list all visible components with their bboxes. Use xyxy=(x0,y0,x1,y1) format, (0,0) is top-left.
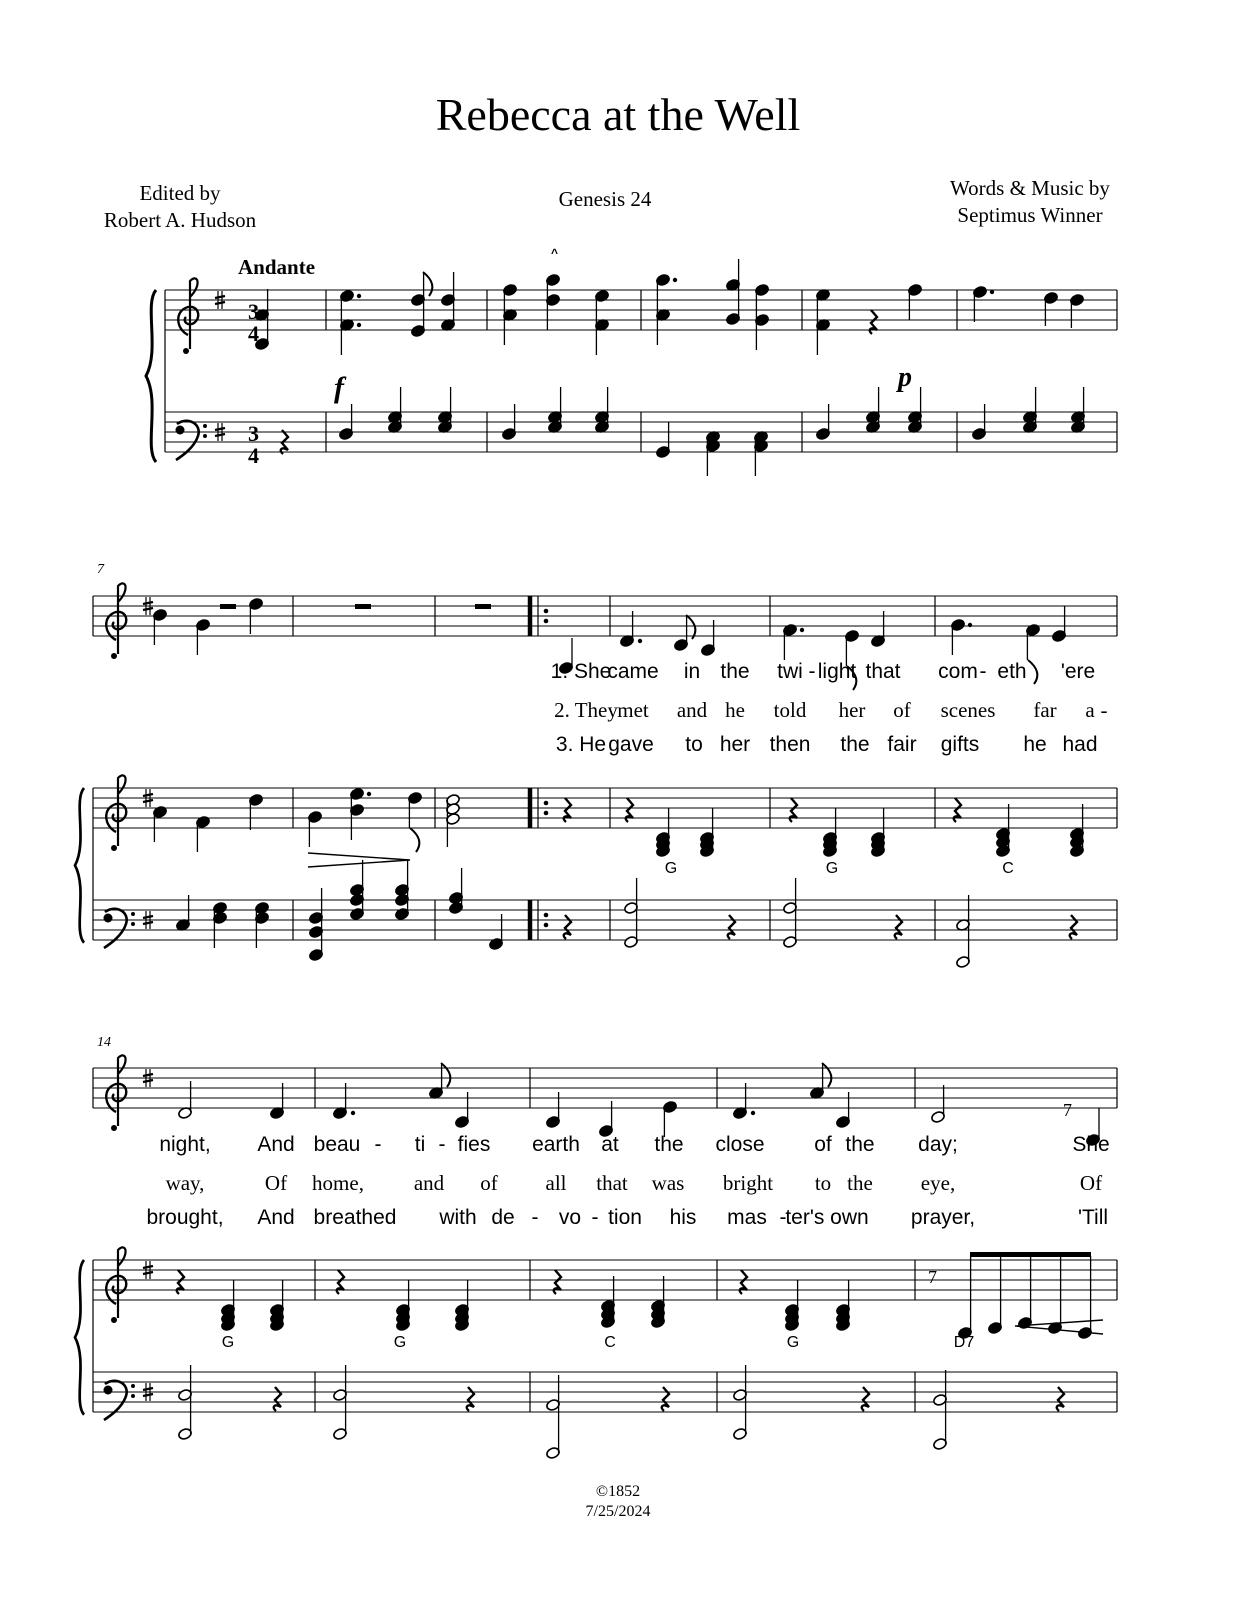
chord-symbol-s3-3: G xyxy=(786,1334,800,1351)
dynamic-piano: p xyxy=(898,362,912,393)
scripture-reference: Genesis 24 xyxy=(558,187,652,211)
lyric-s3-v1-13: day; xyxy=(918,1133,958,1156)
composer-line1: Words & Music by xyxy=(950,176,1110,200)
lyric-s2-v3-7: gifts xyxy=(940,733,980,756)
lyric-s2-v3-9: had xyxy=(1062,733,1098,756)
lyric-s3-v2-7: was xyxy=(651,1171,685,1195)
lyric-s2-v2-9: a xyxy=(1085,698,1095,722)
quarter-rest xyxy=(467,1387,474,1411)
lyric-s3-v2-11: eye, xyxy=(920,1171,956,1195)
lyric-s2-v2-2: and xyxy=(676,698,708,722)
quarter-rest xyxy=(1070,915,1077,939)
lyric-s3-v2-12: Of xyxy=(1079,1171,1103,1195)
lyric-s2-v1-1: came xyxy=(607,660,659,683)
lyric-s3-v3-7: - xyxy=(591,1206,599,1229)
note-dot xyxy=(968,623,972,627)
system-brace-1 xyxy=(146,290,156,462)
composer-line2: Septimus Winner xyxy=(957,203,1103,227)
eighth-rest: 7 xyxy=(1063,1100,1072,1120)
chord-symbol-s3-4: D7 xyxy=(953,1334,975,1351)
whole-rest xyxy=(355,604,371,609)
lyric-s3-v1-11: of xyxy=(814,1133,832,1156)
quarter-rest xyxy=(564,915,571,939)
lyric-s3-v3-12: ter's own xyxy=(785,1206,869,1229)
lyric-s3-v3-5: - xyxy=(531,1206,539,1229)
lyric-s2-v3-3: her xyxy=(719,733,751,756)
repeat-dot xyxy=(544,801,549,806)
lyric-s3-v2-2: home, xyxy=(312,1171,364,1195)
lyric-s2-v1-4: twi xyxy=(777,660,803,683)
lyric-s3-v3-14: 'Till xyxy=(1077,1206,1109,1229)
lyric-s2-v2-4: told xyxy=(773,698,807,722)
chord-symbol-s3-0: G xyxy=(221,1334,235,1351)
lyric-s3-v1-4: ti xyxy=(414,1133,426,1156)
measure-number-14: 14 xyxy=(97,1035,111,1050)
beam xyxy=(970,1252,1091,1257)
whole-rest xyxy=(220,604,236,609)
note-dot xyxy=(357,323,361,327)
note-dot xyxy=(800,628,804,632)
lyric-s3-v1-7: earth xyxy=(532,1133,580,1156)
treble-clef-vocal-2 xyxy=(106,583,126,659)
lyric-s3-v3-4: de xyxy=(491,1206,515,1229)
lyric-s3-v1-8: at xyxy=(601,1133,619,1156)
lyric-s3-v2-10: the xyxy=(847,1171,873,1195)
editor-line1: Edited by xyxy=(139,181,221,205)
system-brace-3 xyxy=(75,1260,84,1415)
note-dot xyxy=(351,1111,355,1115)
lyric-s2-v2-7: scenes xyxy=(940,698,996,722)
time-signature-bass-top: 3 xyxy=(248,421,259,446)
page-title: Rebecca at the Well xyxy=(435,89,801,140)
lyric-s3-v3-3: with xyxy=(439,1206,477,1229)
note-flag xyxy=(686,615,695,639)
chord-symbol-s3-1: G xyxy=(393,1334,407,1351)
chord-symbol-s2-0: G xyxy=(664,860,678,877)
measure-number-7: 7 xyxy=(97,562,104,577)
note-flag xyxy=(441,1063,450,1087)
treble-clef-2 xyxy=(106,775,126,851)
footer xyxy=(0,1482,1236,1522)
lyric-s2-v2-6: of xyxy=(893,698,911,722)
note-dot xyxy=(638,639,642,643)
lyric-s3-v1-14: She xyxy=(1072,1133,1110,1156)
lyric-s3-v3-1: And xyxy=(257,1206,295,1229)
lyric-s2-v2-0: 2. They xyxy=(554,698,618,722)
lyric-s2-v3-8: he xyxy=(1023,733,1047,756)
dynamic-forte: f xyxy=(334,371,344,404)
footer-date: 7/25/2024 xyxy=(585,1503,651,1520)
repeat-dot xyxy=(544,619,549,624)
chord-symbol-s2-1: G xyxy=(825,860,839,877)
note-flag xyxy=(1028,660,1037,684)
lyric-s2-v1-2: in xyxy=(683,660,701,683)
lyric-s3-v1-1: And xyxy=(257,1133,295,1156)
copyright-notice: ©1852 xyxy=(595,1483,641,1500)
repeat-dot xyxy=(544,913,549,918)
lyric-s3-v1-10: close xyxy=(715,1133,765,1156)
note-dot xyxy=(367,792,371,796)
decrescendo-hairpin xyxy=(308,853,410,867)
lyric-s3-v2-0: way, xyxy=(165,1171,205,1195)
bass-clef-3 xyxy=(104,1381,136,1420)
lyric-s3-v1-0: night, xyxy=(159,1133,211,1156)
note-flag xyxy=(410,828,419,852)
quarter-rest xyxy=(662,1387,669,1411)
lyric-s2-v3-1: gave xyxy=(608,733,654,756)
lyric-s2-v1-3: the xyxy=(720,660,750,683)
eighth-rest: 7 xyxy=(928,1267,937,1287)
lyric-s2-v3-5: the xyxy=(840,733,870,756)
repeat-dot xyxy=(544,811,549,816)
treble-clef-vocal-3 xyxy=(106,1055,126,1131)
lyric-s2-v1-11: 'ere xyxy=(1060,660,1096,683)
note-dot xyxy=(990,290,994,294)
note-dot xyxy=(357,294,361,298)
lyric-s2-v3-2: to xyxy=(685,733,703,756)
lyric-s3-v3-11: - xyxy=(779,1206,787,1229)
treble-clef-3 xyxy=(106,1247,126,1323)
lyric-s2-v2-5: her xyxy=(838,698,866,722)
tempo-marking: Andante xyxy=(238,255,316,279)
chord-symbol-s3-2: C xyxy=(604,1334,616,1351)
lyric-s3-v1-12: the xyxy=(845,1133,875,1156)
quarter-rest xyxy=(728,915,735,939)
lyric-s2-v2-8: far xyxy=(1033,698,1057,722)
note-dot xyxy=(751,1111,755,1115)
lyric-s3-v2-1: Of xyxy=(264,1171,288,1195)
chord-symbol-s2-2: C xyxy=(1002,860,1014,877)
lyric-s2-v3-4: then xyxy=(769,733,811,756)
note-flag xyxy=(423,272,432,296)
quarter-rest xyxy=(274,1387,281,1411)
lyric-s3-v2-6: that xyxy=(596,1171,628,1195)
lyric-s3-v1-9: the xyxy=(654,1133,684,1156)
lyric-s2-v2-10: - xyxy=(1100,698,1108,722)
lyric-s2-v1-5: - xyxy=(808,660,816,683)
lyric-s3-v2-9: to xyxy=(814,1171,832,1195)
lyric-s2-v1-9: - xyxy=(979,660,987,683)
lyric-s3-v3-2: breathed xyxy=(313,1206,397,1229)
bass-clef-2 xyxy=(104,909,136,948)
lyric-s2-v1-0: 1. She xyxy=(550,660,612,683)
repeat-dot xyxy=(544,609,549,614)
lyric-s3-v1-2: beau xyxy=(313,1133,361,1156)
repeat-dot xyxy=(544,923,549,928)
lyric-s2-v1-8: com xyxy=(938,660,978,683)
editor-line2: Robert A. Hudson xyxy=(103,208,257,232)
lyric-s3-v3-8: tion xyxy=(608,1206,642,1229)
system-brace-2 xyxy=(75,788,84,943)
note-dot xyxy=(673,278,677,282)
bass-clef-1 xyxy=(176,421,208,460)
lyric-s3-v2-5: all xyxy=(545,1171,567,1195)
quarter-rest xyxy=(1057,1387,1064,1411)
time-signature-treble-top: 3 xyxy=(248,299,259,324)
quarter-rest xyxy=(862,1387,869,1411)
whole-rest xyxy=(475,604,491,609)
quarter-rest xyxy=(895,915,902,939)
note-flag xyxy=(822,1063,831,1087)
lyric-s2-v2-3: he xyxy=(725,698,745,722)
lyric-s3-v1-5: - xyxy=(438,1133,446,1156)
lyric-s3-v1-6: fies xyxy=(457,1133,491,1156)
lyric-s2-v1-10: eth xyxy=(997,660,1027,683)
lyric-s3-v3-9: his xyxy=(669,1206,697,1229)
lyric-s3-v1-3: - xyxy=(374,1133,382,1156)
lyric-s2-v1-7: that xyxy=(865,660,901,683)
time-signature-bass-bottom: 4 xyxy=(248,443,259,468)
lyric-s3-v2-8: bright xyxy=(722,1171,774,1195)
lyric-s2-v3-0: 3. He xyxy=(555,733,607,756)
lyric-s2-v1-6: light xyxy=(817,660,857,683)
lyric-s3-v3-0: brought, xyxy=(146,1206,224,1229)
lyric-s3-v3-6: vo xyxy=(558,1206,582,1229)
time-signature-treble-bottom: 4 xyxy=(248,321,259,346)
lyric-s2-v2-1: met xyxy=(617,698,649,722)
accent-mark: ^ xyxy=(551,246,559,260)
lyric-s3-v3-13: prayer, xyxy=(910,1206,976,1229)
lyric-s2-v3-6: fair xyxy=(887,733,917,756)
lyric-s3-v2-3: and xyxy=(413,1171,445,1195)
lyric-s3-v2-4: of xyxy=(480,1171,498,1195)
lyric-s3-v3-10: mas xyxy=(727,1206,767,1229)
